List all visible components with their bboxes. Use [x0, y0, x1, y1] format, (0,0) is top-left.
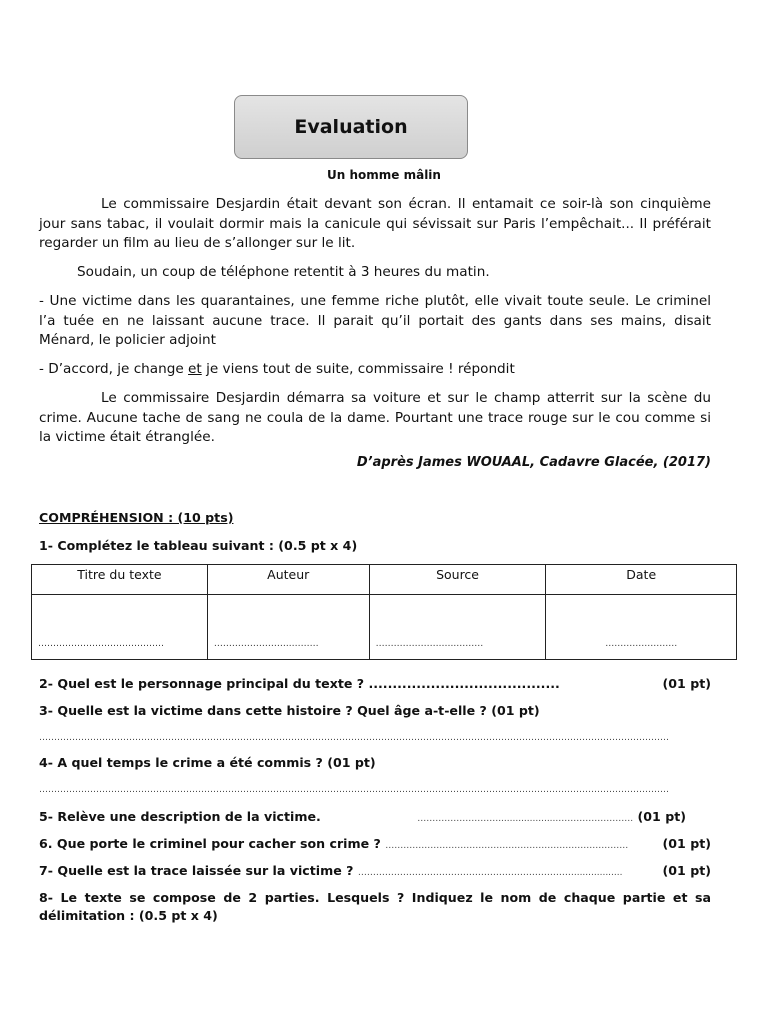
evaluation-title: Evaluation [234, 95, 468, 159]
answer-dots: ………………….…..……… [375, 639, 484, 649]
question-2 [39, 676, 711, 691]
answer-cell-title[interactable] [32, 595, 208, 660]
answer-cell-date[interactable] [546, 595, 737, 660]
paragraph-2: Soudain, un coup de téléphone retentit à 3 heures du matin. [77, 264, 490, 280]
question-6-text: 6. Que porte le criminel pour cacher son crime ? [39, 836, 381, 851]
question-2-points: (01 pt) [662, 676, 711, 691]
question-7 [39, 863, 711, 878]
answer-dots: …………………… [605, 639, 678, 649]
table-header: Date [546, 565, 737, 595]
question-5-points: (01 pt) [637, 809, 686, 824]
answer-table [31, 564, 737, 660]
table-header: Source [369, 565, 546, 595]
paragraph-5: Le commissaire Desjardin démarra sa voiture et sur le champ atterrit sur la scène du crime. Aucune tache de sang ne coula de la dame. Pourtant une trace rouge sur le cou comme si la victime était étranglée. [39, 390, 711, 445]
answer-cell-source[interactable] [369, 595, 546, 660]
question-5 [39, 809, 686, 824]
question-8: 8- Le texte se compose de 2 parties. Lesquels ? Indiquez le nom de chaque partie et sa délimitation : (0.5 pt x 4) [39, 890, 711, 923]
answer-dots-6[interactable]: ……………………………………………………………………… [385, 841, 629, 851]
table-answer-row [32, 595, 737, 660]
question-1: 1- Complétez le tableau suivant : (0.5 pt x 4) [39, 538, 358, 553]
question-3: 3- Quelle est la victime dans cette histoire ? Quel âge a-t-elle ? (01 pt) [39, 703, 540, 718]
table-header: Titre du texte [32, 565, 208, 595]
answer-dots: …………………………………… [38, 639, 164, 649]
paragraph-3: - Une victime dans les quarantaines, une femme riche plutôt, elle vivait toute seule. Le criminel l’a tuée en ne laissant aucune trace. Il parait qu’il portait des gants dans ses mains, disait Ménard, le policier adjoint [39, 293, 711, 348]
question-7-points: (01 pt) [662, 863, 711, 878]
answer-cell-author[interactable] [207, 595, 369, 660]
paragraph-4-end: je viens tout de suite, commissaire ! répondit [201, 361, 515, 377]
answer-dots: ……………………..……… [213, 639, 319, 649]
answer-dots-5[interactable]: ……………………….....................……………………. [417, 814, 634, 824]
table-header: Auteur [207, 565, 369, 595]
comprehension-heading: COMPRÉHENSION : (10 pts) [39, 510, 234, 525]
question-2-text: 2- Quel est le personnage principal du texte ? ........................................ [39, 676, 560, 691]
answer-line-4[interactable]: ………………………………………………………………………………………………………………………………………………………………………………………… [39, 785, 669, 795]
question-6-points: (01 pt) [662, 836, 711, 851]
question-7-text: 7- Quelle est la trace laissée sur la victime ? [39, 863, 354, 878]
answer-dots-7[interactable]: ………………………………………………………………................. [357, 868, 623, 878]
answer-line-3[interactable]: ………………………………………………………………………………………………………………………………………………………………………………………… [39, 733, 669, 743]
paragraph-1: Le commissaire Desjardin était devant son écran. Il entamait ce soir-là son cinquième jour sans tabac, il voulait dormir mais la canicule qui sévissait sur Paris l’empêchait... Il préférait regarder un film au lieu de s’allonger sur le lit. [39, 196, 711, 251]
text-source: D’après James WOUAAL, Cadavre Glacée, (2017) [356, 455, 711, 470]
story-title: Un homme mâlin [327, 168, 441, 182]
underlined-word: et [188, 361, 202, 377]
table-header-row [32, 565, 737, 595]
paragraph-4 [39, 360, 711, 380]
paragraph-4-start: - D’accord, je change [39, 361, 189, 377]
question-6 [39, 836, 711, 851]
question-4: 4- A quel temps le crime a été commis ? (01 pt) [39, 755, 376, 770]
question-5-text: 5- Relève une description de la victime. [39, 809, 321, 824]
